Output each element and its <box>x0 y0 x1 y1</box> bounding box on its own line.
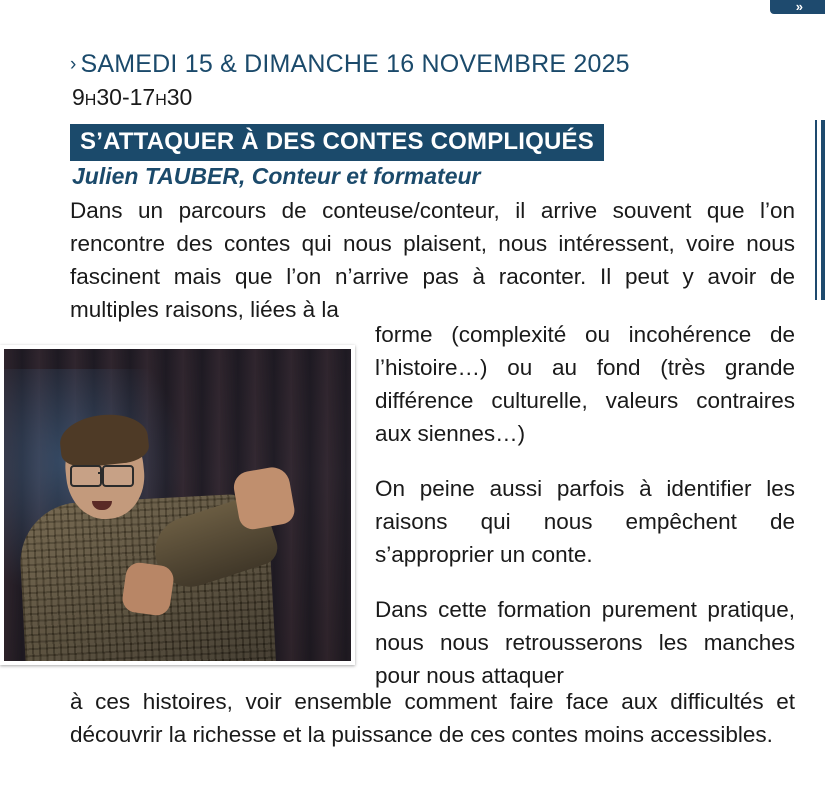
photo-glasses-bridge <box>98 472 104 474</box>
hours-part-3: 30 <box>166 84 193 110</box>
photo-glasses-right-lens <box>102 465 134 487</box>
photo-glasses-left-lens <box>70 465 102 487</box>
hours-part-1: 9 <box>72 84 85 110</box>
hours-unit-2: H <box>155 92 167 109</box>
workshop-author: Julien TAUBER, Conteur et formateur <box>72 163 481 189</box>
workshop-title: S’ATTAQUER À DES CONTES COMPLIQUÉS <box>70 124 604 161</box>
right-paragraph-3: Dans cette formation purement pratique, nous nous retrousserons les manches pour nous attaquer <box>375 597 795 688</box>
photo-figure-hand-left <box>121 561 175 617</box>
chevron-right-icon: › <box>70 54 77 75</box>
right-column-text <box>375 318 795 692</box>
intro-paragraph: Dans un parcours de conteuse/conteur, il arrive souvent que l’on rencontre des contes qui nous plaisent, nous intéressent, voire nous fascinent mais que l’on n’arrive pas à raconter. Il peut y avoir de multiples raisons, liées à la <box>70 198 795 322</box>
session-hours <box>72 84 192 111</box>
hours-part-2: 30-17 <box>96 84 156 110</box>
right-edge-rule <box>821 120 825 300</box>
session-date <box>70 50 630 79</box>
hours-unit-1: H <box>84 92 97 109</box>
chevrons-right-icon: » <box>795 0 803 14</box>
speaker-photo <box>0 345 355 665</box>
session-date-text: SAMEDI 15 & DIMANCHE 16 NOVEMBRE 2025 <box>80 50 630 78</box>
closing-paragraph: à ces histoires, voir ensemble comment faire face aux difficultés et découvrir la richesse et la puissance de ces contes moins accessibles. <box>70 689 795 747</box>
right-paragraph-2: On peine aussi parfois à identifier les raisons qui nous empêchent de s’approprier un conte. <box>375 476 795 567</box>
photo-figure-hand-right <box>231 465 296 532</box>
right-paragraph-1: forme (complexité ou incohérence de l’histoire…) ou au fond (très grande différence culturelle, valeurs contraires aux siennes…) <box>375 322 795 446</box>
right-edge-rule-secondary <box>815 120 817 300</box>
page-content <box>70 0 795 800</box>
